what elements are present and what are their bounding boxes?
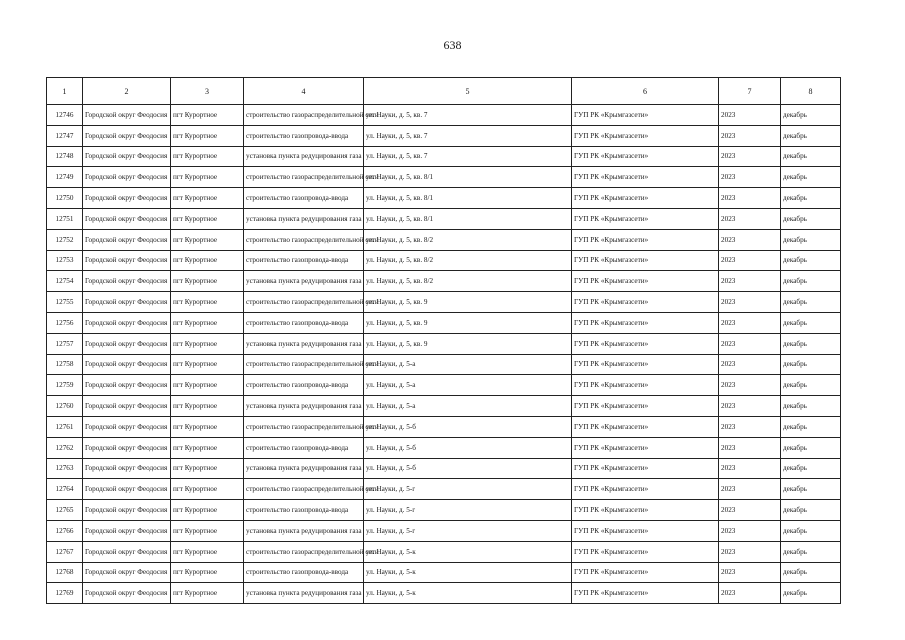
month-cell: декабрь (781, 479, 841, 500)
row-number-cell: 12751 (47, 208, 83, 229)
district-cell: Городской округ Феодосия (83, 354, 171, 375)
row-number-cell: 12764 (47, 479, 83, 500)
district-cell: Городской округ Феодосия (83, 333, 171, 354)
year-cell: 2023 (719, 354, 781, 375)
locality-cell: пгт Курортное (171, 541, 244, 562)
work-type-cell: установка пункта редуцирования газа (244, 146, 364, 167)
address-cell: ул. Науки, д. 5, кв. 8/1 (364, 188, 572, 209)
work-type-cell: строительство газопровода-ввода (244, 375, 364, 396)
district-cell: Городской округ Феодосия (83, 167, 171, 188)
executor-cell: ГУП РК «Крымгазсети» (572, 396, 719, 417)
work-type-cell: установка пункта редуцирования газа (244, 208, 364, 229)
row-number-cell: 12768 (47, 562, 83, 583)
works-table (46, 77, 841, 604)
table-row (47, 458, 841, 479)
locality-cell: пгт Курортное (171, 479, 244, 500)
locality-cell: пгт Курортное (171, 458, 244, 479)
month-cell: декабрь (781, 583, 841, 604)
district-cell: Городской округ Феодосия (83, 479, 171, 500)
row-number-cell: 12758 (47, 354, 83, 375)
year-cell: 2023 (719, 541, 781, 562)
header-col-7: 7 (719, 78, 781, 105)
address-cell: ул. Науки, д. 5, кв. 9 (364, 292, 572, 313)
month-cell: декабрь (781, 458, 841, 479)
row-number-cell: 12760 (47, 396, 83, 417)
address-cell: ул. Науки, д. 5-к (364, 562, 572, 583)
row-number-cell: 12763 (47, 458, 83, 479)
month-cell: декабрь (781, 354, 841, 375)
executor-cell: ГУП РК «Крымгазсети» (572, 500, 719, 521)
address-cell: ул. Науки, д. 5, кв. 9 (364, 312, 572, 333)
table-row (47, 188, 841, 209)
work-type-cell: строительство газопровода-ввода (244, 188, 364, 209)
district-cell: Городской округ Феодосия (83, 562, 171, 583)
work-type-cell: установка пункта редуцирования газа (244, 396, 364, 417)
year-cell: 2023 (719, 105, 781, 126)
locality-cell: пгт Курортное (171, 416, 244, 437)
locality-cell: пгт Курортное (171, 125, 244, 146)
work-type-cell: строительство газораспределительной сети (244, 479, 364, 500)
address-cell: ул. Науки, д. 5-а (364, 375, 572, 396)
table-row (47, 520, 841, 541)
locality-cell: пгт Курортное (171, 354, 244, 375)
header-col-8: 8 (781, 78, 841, 105)
address-cell: ул. Науки, д. 5, кв. 7 (364, 105, 572, 126)
address-cell: ул. Науки, д. 5, кв. 9 (364, 333, 572, 354)
table-row (47, 146, 841, 167)
district-cell: Городской округ Феодосия (83, 375, 171, 396)
address-cell: ул. Науки, д. 5-к (364, 541, 572, 562)
row-number-cell: 12753 (47, 250, 83, 271)
executor-cell: ГУП РК «Крымгазсети» (572, 375, 719, 396)
month-cell: декабрь (781, 292, 841, 313)
table-row (47, 208, 841, 229)
table-row (47, 541, 841, 562)
work-type-cell: строительство газопровода-ввода (244, 250, 364, 271)
district-cell: Городской округ Феодосия (83, 125, 171, 146)
year-cell: 2023 (719, 292, 781, 313)
year-cell: 2023 (719, 312, 781, 333)
month-cell: декабрь (781, 188, 841, 209)
row-number-cell: 12755 (47, 292, 83, 313)
page-number: 638 (443, 38, 462, 52)
work-type-cell: строительство газораспределительной сети (244, 167, 364, 188)
year-cell: 2023 (719, 458, 781, 479)
address-cell: ул. Науки, д. 5, кв. 8/2 (364, 271, 572, 292)
locality-cell: пгт Курортное (171, 292, 244, 313)
row-number-cell: 12752 (47, 229, 83, 250)
table-row (47, 105, 841, 126)
district-cell: Городской округ Феодосия (83, 541, 171, 562)
executor-cell: ГУП РК «Крымгазсети» (572, 333, 719, 354)
district-cell: Городской округ Феодосия (83, 312, 171, 333)
address-cell: ул. Науки, д. 5-г (364, 500, 572, 521)
executor-cell: ГУП РК «Крымгазсети» (572, 458, 719, 479)
table-row (47, 167, 841, 188)
address-cell: ул. Науки, д. 5, кв. 8/2 (364, 229, 572, 250)
locality-cell: пгт Курортное (171, 167, 244, 188)
month-cell: декабрь (781, 396, 841, 417)
table-row (47, 416, 841, 437)
table-row (47, 229, 841, 250)
district-cell: Городской округ Феодосия (83, 437, 171, 458)
header-col-6: 6 (572, 78, 719, 105)
locality-cell: пгт Курортное (171, 105, 244, 126)
district-cell: Городской округ Феодосия (83, 188, 171, 209)
year-cell: 2023 (719, 416, 781, 437)
table-row (47, 292, 841, 313)
table-row (47, 375, 841, 396)
locality-cell: пгт Курортное (171, 396, 244, 417)
row-number-cell: 12746 (47, 105, 83, 126)
work-type-cell: строительство газопровода-ввода (244, 500, 364, 521)
table-row (47, 396, 841, 417)
executor-cell: ГУП РК «Крымгазсети» (572, 541, 719, 562)
month-cell: декабрь (781, 520, 841, 541)
month-cell: декабрь (781, 562, 841, 583)
address-cell: ул. Науки, д. 5, кв. 7 (364, 125, 572, 146)
executor-cell: ГУП РК «Крымгазсети» (572, 208, 719, 229)
district-cell: Городской округ Феодосия (83, 146, 171, 167)
month-cell: декабрь (781, 125, 841, 146)
year-cell: 2023 (719, 333, 781, 354)
executor-cell: ГУП РК «Крымгазсети» (572, 312, 719, 333)
locality-cell: пгт Курортное (171, 375, 244, 396)
row-number-cell: 12750 (47, 188, 83, 209)
header-row (47, 78, 841, 105)
executor-cell: ГУП РК «Крымгазсети» (572, 146, 719, 167)
locality-cell: пгт Курортное (171, 500, 244, 521)
year-cell: 2023 (719, 167, 781, 188)
table-row (47, 500, 841, 521)
locality-cell: пгт Курортное (171, 146, 244, 167)
year-cell: 2023 (719, 271, 781, 292)
work-type-cell: установка пункта редуцирования газа (244, 333, 364, 354)
header-col-5: 5 (364, 78, 572, 105)
year-cell: 2023 (719, 125, 781, 146)
executor-cell: ГУП РК «Крымгазсети» (572, 292, 719, 313)
table-row (47, 333, 841, 354)
table-header (47, 78, 841, 105)
locality-cell: пгт Курортное (171, 250, 244, 271)
month-cell: декабрь (781, 416, 841, 437)
executor-cell: ГУП РК «Крымгазсети» (572, 479, 719, 500)
district-cell: Городской округ Феодосия (83, 229, 171, 250)
district-cell: Городской округ Феодосия (83, 250, 171, 271)
work-type-cell: строительство газораспределительной сети (244, 105, 364, 126)
year-cell: 2023 (719, 375, 781, 396)
year-cell: 2023 (719, 188, 781, 209)
work-type-cell: установка пункта редуцирования газа (244, 520, 364, 541)
header-col-2: 2 (83, 78, 171, 105)
address-cell: ул. Науки, д. 5-б (364, 416, 572, 437)
executor-cell: ГУП РК «Крымгазсети» (572, 520, 719, 541)
locality-cell: пгт Курортное (171, 188, 244, 209)
year-cell: 2023 (719, 583, 781, 604)
locality-cell: пгт Курортное (171, 583, 244, 604)
address-cell: ул. Науки, д. 5-г (364, 520, 572, 541)
row-number-cell: 12748 (47, 146, 83, 167)
year-cell: 2023 (719, 250, 781, 271)
locality-cell: пгт Курортное (171, 271, 244, 292)
work-type-cell: строительство газораспределительной сети (244, 229, 364, 250)
table-row (47, 312, 841, 333)
locality-cell: пгт Курортное (171, 520, 244, 541)
row-number-cell: 12766 (47, 520, 83, 541)
work-type-cell: строительство газопровода-ввода (244, 437, 364, 458)
month-cell: декабрь (781, 105, 841, 126)
executor-cell: ГУП РК «Крымгазсети» (572, 125, 719, 146)
row-number-cell: 12756 (47, 312, 83, 333)
work-type-cell: установка пункта редуцирования газа (244, 458, 364, 479)
table-row (47, 250, 841, 271)
address-cell: ул. Науки, д. 5-а (364, 354, 572, 375)
month-cell: декабрь (781, 500, 841, 521)
month-cell: декабрь (781, 541, 841, 562)
month-cell: декабрь (781, 146, 841, 167)
header-col-1: 1 (47, 78, 83, 105)
month-cell: декабрь (781, 208, 841, 229)
address-cell: ул. Науки, д. 5-а (364, 396, 572, 417)
work-type-cell: строительство газопровода-ввода (244, 125, 364, 146)
row-number-cell: 12761 (47, 416, 83, 437)
month-cell: декабрь (781, 167, 841, 188)
work-type-cell: строительство газораспределительной сети (244, 292, 364, 313)
address-cell: ул. Науки, д. 5-к (364, 583, 572, 604)
table-body (47, 105, 841, 604)
year-cell: 2023 (719, 500, 781, 521)
district-cell: Городской округ Феодосия (83, 292, 171, 313)
table-row (47, 271, 841, 292)
table-row (47, 125, 841, 146)
locality-cell: пгт Курортное (171, 312, 244, 333)
work-type-cell: строительство газопровода-ввода (244, 312, 364, 333)
locality-cell: пгт Курортное (171, 229, 244, 250)
executor-cell: ГУП РК «Крымгазсети» (572, 354, 719, 375)
month-cell: декабрь (781, 312, 841, 333)
district-cell: Городской округ Феодосия (83, 583, 171, 604)
row-number-cell: 12767 (47, 541, 83, 562)
district-cell: Городской округ Феодосия (83, 458, 171, 479)
table-row (47, 562, 841, 583)
address-cell: ул. Науки, д. 5-б (364, 437, 572, 458)
executor-cell: ГУП РК «Крымгазсети» (572, 562, 719, 583)
year-cell: 2023 (719, 396, 781, 417)
address-cell: ул. Науки, д. 5, кв. 7 (364, 146, 572, 167)
row-number-cell: 12757 (47, 333, 83, 354)
district-cell: Городской округ Феодосия (83, 105, 171, 126)
address-cell: ул. Науки, д. 5, кв. 8/2 (364, 250, 572, 271)
month-cell: декабрь (781, 250, 841, 271)
year-cell: 2023 (719, 520, 781, 541)
work-type-cell: установка пункта редуцирования газа (244, 271, 364, 292)
executor-cell: ГУП РК «Крымгазсети» (572, 167, 719, 188)
header-col-4: 4 (244, 78, 364, 105)
table-row (47, 354, 841, 375)
month-cell: декабрь (781, 229, 841, 250)
month-cell: декабрь (781, 333, 841, 354)
executor-cell: ГУП РК «Крымгазсети» (572, 416, 719, 437)
table-row (47, 479, 841, 500)
address-cell: ул. Науки, д. 5, кв. 8/1 (364, 167, 572, 188)
address-cell: ул. Науки, д. 5-г (364, 479, 572, 500)
month-cell: декабрь (781, 437, 841, 458)
row-number-cell: 12762 (47, 437, 83, 458)
work-type-cell: установка пункта редуцирования газа (244, 583, 364, 604)
work-type-cell: строительство газопровода-ввода (244, 562, 364, 583)
row-number-cell: 12765 (47, 500, 83, 521)
district-cell: Городской округ Феодосия (83, 500, 171, 521)
work-type-cell: строительство газораспределительной сети (244, 354, 364, 375)
executor-cell: ГУП РК «Крымгазсети» (572, 271, 719, 292)
row-number-cell: 12747 (47, 125, 83, 146)
row-number-cell: 12754 (47, 271, 83, 292)
executor-cell: ГУП РК «Крымгазсети» (572, 105, 719, 126)
row-number-cell: 12759 (47, 375, 83, 396)
address-cell: ул. Науки, д. 5, кв. 8/1 (364, 208, 572, 229)
executor-cell: ГУП РК «Крымгазсети» (572, 188, 719, 209)
executor-cell: ГУП РК «Крымгазсети» (572, 437, 719, 458)
address-cell: ул. Науки, д. 5-б (364, 458, 572, 479)
work-type-cell: строительство газораспределительной сети (244, 416, 364, 437)
year-cell: 2023 (719, 146, 781, 167)
year-cell: 2023 (719, 208, 781, 229)
year-cell: 2023 (719, 562, 781, 583)
month-cell: декабрь (781, 271, 841, 292)
district-cell: Городской округ Феодосия (83, 208, 171, 229)
year-cell: 2023 (719, 229, 781, 250)
district-cell: Городской округ Феодосия (83, 520, 171, 541)
row-number-cell: 12749 (47, 167, 83, 188)
month-cell: декабрь (781, 375, 841, 396)
executor-cell: ГУП РК «Крымгазсети» (572, 583, 719, 604)
locality-cell: пгт Курортное (171, 208, 244, 229)
locality-cell: пгт Курортное (171, 333, 244, 354)
locality-cell: пгт Курортное (171, 437, 244, 458)
executor-cell: ГУП РК «Крымгазсети» (572, 229, 719, 250)
district-cell: Городской округ Феодосия (83, 396, 171, 417)
work-type-cell: строительство газораспределительной сети (244, 541, 364, 562)
year-cell: 2023 (719, 437, 781, 458)
table-row (47, 583, 841, 604)
district-cell: Городской округ Феодосия (83, 416, 171, 437)
locality-cell: пгт Курортное (171, 562, 244, 583)
year-cell: 2023 (719, 479, 781, 500)
table-row (47, 437, 841, 458)
district-cell: Городской округ Феодосия (83, 271, 171, 292)
executor-cell: ГУП РК «Крымгазсети» (572, 250, 719, 271)
header-col-3: 3 (171, 78, 244, 105)
row-number-cell: 12769 (47, 583, 83, 604)
